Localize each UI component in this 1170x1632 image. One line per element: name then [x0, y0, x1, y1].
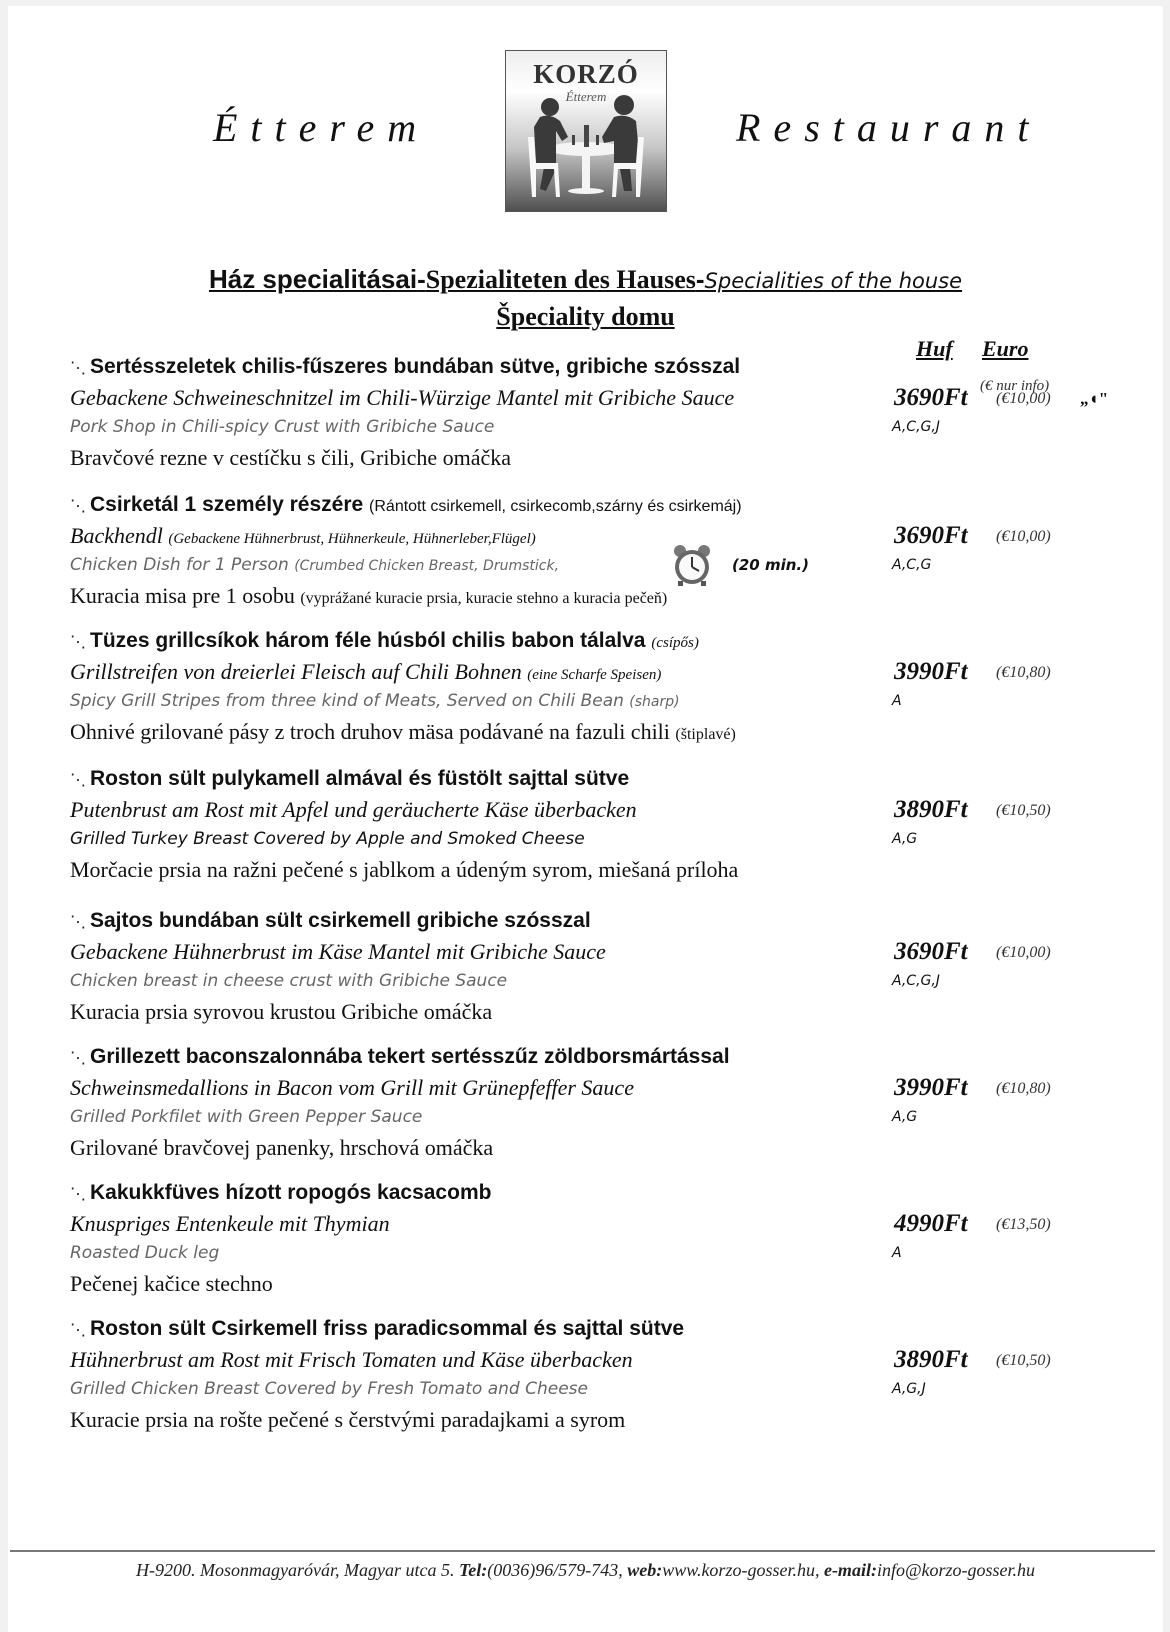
- item-price-huf: 3690Ft: [894, 938, 968, 965]
- item-name-sk: Morčacie prsia na ražni pečené s jablkom a údeným syrom, miešaná príloha: [70, 857, 739, 882]
- item-name-hu: Kakukkfüves hízott ropogós kacsacomb: [90, 1181, 492, 1204]
- bullet-icon: ⋱: [70, 634, 86, 651]
- item-name-de: Putenbrust am Rost mit Apfel und geräucherte Käse überbacken: [70, 797, 637, 822]
- euro-info-note: (€ nur info): [980, 378, 1050, 394]
- bullet-icon: ⋱: [70, 772, 86, 789]
- item-allergens: A,G: [892, 831, 918, 847]
- bullet-icon: ⋱: [70, 1322, 86, 1339]
- item-price-huf: 4990Ft: [894, 1210, 968, 1237]
- item-name-de: Schweinsmedallions in Bacon vom Grill mit Grünepfeffer Sauce: [70, 1075, 634, 1100]
- item-allergens: A: [892, 693, 902, 709]
- item-name-hu: Grillezett baconszalonnába tekert sertésszűz zöldborsmártással: [90, 1045, 730, 1068]
- item-allergens: A,C,G,J: [892, 973, 940, 989]
- footer-contact: H-9200. Mosonmagyaróvár, Magyar utca 5. Tel:(0036)96/579-743, web:www.korzo-gosser.hu, e-mail:info@korzo-gosser.hu: [135, 1560, 1035, 1580]
- footer-email-link[interactable]: info@korzo-gosser.hu: [876, 1560, 1035, 1580]
- item-name-de: Gebackene Hühnerbrust im Käse Mantel mit Gribiche Sauce: [70, 939, 606, 964]
- menu-item: [70, 1042, 1140, 1163]
- item-name-de: Backhendl: [70, 523, 163, 548]
- menu-item: [70, 1314, 1140, 1435]
- item-price-euro: (€10,80): [996, 1080, 1051, 1097]
- bullet-icon: ⋱: [70, 360, 86, 377]
- item-name-en: Chicken breast in cheese crust with Gribiche Sauce: [70, 971, 508, 991]
- item-allergens: A,C,G,J: [892, 419, 940, 435]
- alarm-clock-icon: [670, 543, 714, 587]
- title-english: Specialities of the house: [704, 269, 963, 293]
- item-name-en: Grilled Porkfilet with Green Pepper Sauce: [70, 1107, 423, 1127]
- item-allergens: A,G,J: [892, 1381, 926, 1397]
- item-name-hu: Sajtos bundában sült csirkemell gribiche szósszal: [90, 909, 591, 932]
- footer-address: H-9200. Mosonmagyaróvár, Magyar utca 5.: [135, 1560, 459, 1580]
- item-name-en: Pork Shop in Chili-spicy Crust with Gribiche Sauce: [70, 417, 495, 437]
- item-name-sk: Pečenej kačice stechno: [70, 1271, 273, 1296]
- item-name-en: Chicken Dish for 1 Person: [70, 555, 289, 575]
- item-price-huf: 3690Ft: [894, 384, 968, 411]
- menu-item: [70, 764, 1140, 885]
- item-allergens: A,G: [892, 1109, 918, 1125]
- prep-time: (20 min.): [732, 556, 809, 574]
- spicy-flag: „◖": [1080, 389, 1109, 408]
- item-name-hu: Sertésszeletek chilis-fűszeres bundában sütve, gribiche szósszal: [90, 355, 741, 378]
- item-price-euro: (€10,00): [996, 390, 1051, 407]
- header-hungarian-word: Étterem: [213, 105, 430, 150]
- item-name-hu: Csirketál 1 személy részére: [90, 493, 364, 516]
- item-name-de: Hühnerbrust am Rost mit Frisch Tomaten und Käse überbacken: [70, 1347, 633, 1372]
- item-name-sk: Bravčové rezne v cestíčku s čili, Gribiche omáčka: [70, 445, 512, 470]
- item-name-en: Spicy Grill Stripes from three kind of Meats, Served on Chili Bean: [70, 691, 624, 711]
- menu-item: ⋱ Csirketál 1 személy részére (Rántott csirkemell, csirkecomb,szárny és csirkemáj) Backhendl (Gebackene Hühnerbrust, Hühnerkeule, Hühnerleber,Flügel) Chicken Dish for 1 Person (Crumbed Chicken Breast, Drumstick, (20 min.) Kuracia misa pre 1 osobu (vyprážané kuracie prsia, kuracie stehno a kuracia pečeň) 3690Ft (€10,00) A,C,G: [70, 493, 1051, 608]
- item-price-huf: 3990Ft: [894, 658, 968, 685]
- item-name-hu: Tüzes grillcsíkok három féle húsból chilis babon tálalva: [90, 629, 646, 652]
- header-english-word: Restaurant: [736, 105, 1042, 150]
- menu-page: [8, 6, 1163, 1632]
- item-name-en: Roasted Duck leg: [70, 1243, 220, 1263]
- item-allergens: A,C,G: [892, 557, 932, 573]
- footer-website-link[interactable]: www.korzo-gosser.hu,: [662, 1560, 824, 1580]
- title-slovak: Špeciality domu: [496, 302, 675, 331]
- menu-item: ⋱ Tüzes grillcsíkok három féle húsból chilis babon tálalva (csípős) Grillstreifen von dreierlei Fleisch auf Chili Bohnen (eine Scharfe Speisen) Spicy Grill Stripes from three kind of Meats, Served on Chili Bean (sharp) Ohnivé grilované pásy z troch druhov mäsa podávané na fazuli chili (štiplavé) 3990Ft (€10,80) A: [70, 629, 1051, 744]
- menu-item: [70, 352, 1140, 473]
- item-name-sk: Kuracie prsia na rošte pečené s čerstvými paradajkami a syrom: [70, 1407, 626, 1432]
- item-name-sk: Kuracia prsia syrovou krustou Gribiche omáčka: [70, 999, 493, 1024]
- item-name-hu: Roston sült pulykamell almával és füstölt sajttal sütve: [90, 767, 630, 790]
- title-hungarian: Ház specialitásai: [208, 264, 418, 294]
- item-name-sk: Kuracia misa pre 1 osobu: [70, 583, 295, 608]
- item-name-hu: Roston sült Csirkemell friss paradicsommal és sajttal sütve: [90, 1317, 685, 1340]
- item-name-de: Gebackene Schweineschnitzel im Chili-Würzige Mantel mit Gribiche Sauce: [70, 385, 735, 410]
- item-allergens: A: [892, 1245, 902, 1261]
- item-price-huf: 3890Ft: [894, 796, 968, 823]
- item-price-euro: (€10,50): [996, 1352, 1051, 1369]
- column-header-huf: Huf: [916, 336, 953, 361]
- item-price-euro: (€10,80): [996, 664, 1051, 681]
- item-price-huf: 3690Ft: [894, 522, 968, 549]
- item-price-euro: (€10,00): [996, 528, 1051, 545]
- item-name-sk: Ohnivé grilované pásy z troch druhov mäsa podávané na fazuli chili: [70, 719, 670, 744]
- footer-divider: [10, 1550, 1155, 1552]
- footer-phone[interactable]: (0036)96/579-743,: [487, 1560, 628, 1580]
- page-title: Ház specialitásai-Spezialiteten des Hauses-Specialities of the house: [208, 264, 963, 294]
- title-german: Spezialiteten des Hauses: [425, 265, 696, 294]
- bullet-icon: ⋱: [70, 914, 86, 931]
- item-name-de: Knuspriges Entenkeule mit Thymian: [70, 1211, 390, 1236]
- item-price-euro: (€13,50): [996, 1216, 1051, 1233]
- item-name-en: Grilled Chicken Breast Covered by Fresh Tomato and Cheese: [70, 1379, 588, 1399]
- bullet-icon: ⋱: [70, 1186, 86, 1203]
- bullet-icon: ⋱: [70, 1050, 86, 1067]
- bullet-icon: ⋱: [70, 498, 86, 515]
- restaurant-logo: [505, 50, 667, 212]
- item-price-huf: 3990Ft: [894, 1074, 968, 1101]
- logo-subtitle: Étterem: [565, 89, 607, 104]
- menu-item: [70, 906, 1140, 1027]
- menu-item: [70, 1178, 1140, 1299]
- item-name-en: Grilled Turkey Breast Covered by Apple and Smoked Cheese: [70, 829, 585, 849]
- item-name-de: Grillstreifen von dreierlei Fleisch auf Chili Bohnen: [70, 659, 522, 684]
- item-price-huf: 3890Ft: [894, 1346, 968, 1373]
- item-price-euro: (€10,00): [996, 944, 1051, 961]
- item-name-sk: Grilované bravčovej panenky, hrschová omáčka: [70, 1135, 494, 1160]
- item-price-euro: (€10,50): [996, 802, 1051, 819]
- column-header-euro: Euro: [982, 336, 1029, 361]
- logo-title: KORZÓ: [533, 59, 639, 89]
